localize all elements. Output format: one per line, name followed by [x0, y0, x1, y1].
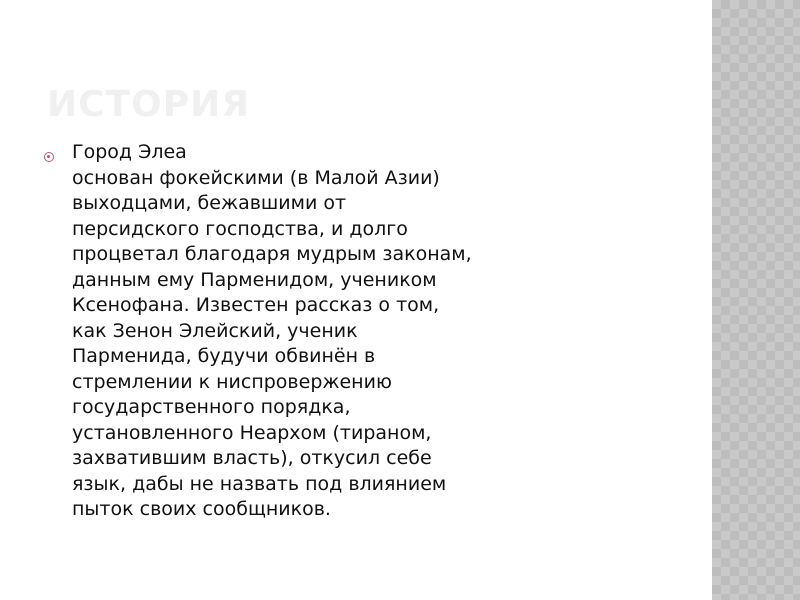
text-line: установленного Неархом (тираном,: [72, 421, 432, 444]
text-line: Город Элеа: [72, 141, 187, 163]
slide-title: ИСТОРИЯ: [47, 84, 250, 125]
text-line: Ксенофана. Известен рассказ о том,: [72, 294, 440, 316]
text-line: выходцами, бежавшими от: [72, 192, 347, 214]
circle-bullet-icon: [44, 152, 54, 162]
text-line: процветал благодаря мудрым законам,: [72, 243, 472, 265]
text-line: Парменида, будучи обвинён в: [72, 345, 376, 367]
text-line: пыток своих сообщников.: [72, 498, 331, 520]
text-line: как Зенон Элейский, ученик: [72, 319, 358, 342]
text-line: государственного порядка,: [72, 396, 351, 418]
decorative-side-pattern: [712, 0, 800, 600]
text-line: захватившим власть), откусил себе: [72, 447, 432, 469]
bullet-text: [72, 140, 572, 523]
text-line: стремлении к ниспровержению: [72, 370, 392, 393]
text-line: основан фокейскими (в Малой Азии): [72, 166, 440, 189]
text-line: данным ему Парменидом, учеником: [72, 268, 437, 291]
text-line: язык, дабы не назвать под влиянием: [72, 472, 447, 495]
text-line: персидского господства, и долго: [72, 217, 408, 240]
